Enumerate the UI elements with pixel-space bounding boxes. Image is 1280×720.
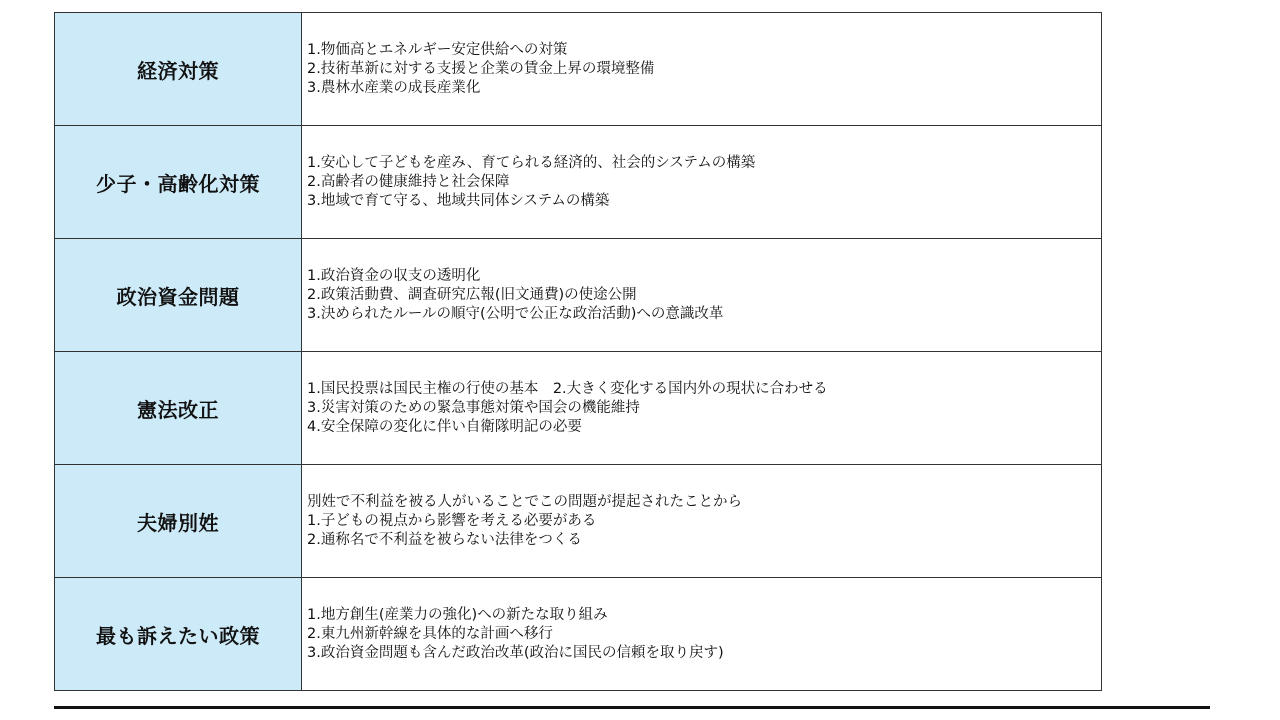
- policy-line: 1.子どもの視点から影響を考える必要がある: [307, 512, 597, 529]
- policy-content: [302, 126, 1102, 239]
- policy-label: 夫婦別姓: [55, 465, 302, 578]
- policy-label: 少子・高齢化対策: [55, 126, 302, 239]
- policy-line: 2.東九州新幹線を具体的な計画へ移行: [307, 625, 553, 642]
- policy-line: 2.政策活動費、調査研究広報(旧文通費)の使途公開: [307, 286, 637, 303]
- policy-label: 政治資金問題: [55, 239, 302, 352]
- policy-line: 別姓で不利益を被る人がいることでこの問題が提起されたことから: [307, 493, 742, 510]
- policy-content: [302, 578, 1102, 691]
- policy-line: 3.災害対策のための緊急事態対策や国会の機能維持: [307, 399, 640, 416]
- policy-content: [302, 239, 1102, 352]
- policy-line: 1.国民投票は国民主権の行使の基本 2.大きく変化する国内外の現状に合わせる: [307, 380, 828, 397]
- policy-line: 2.通称名で不利益を被らない法律をつくる: [307, 531, 582, 548]
- policy-row: [55, 352, 1102, 465]
- policy-line: 1.地方創生(産業力の強化)への新たな取り組み: [307, 606, 608, 623]
- policy-line: 3.農林水産業の成長産業化: [307, 79, 481, 96]
- policy-line: 2.高齢者の健康維持と社会保障: [307, 173, 510, 190]
- policy-row: [55, 465, 1102, 578]
- policy-line: 3.政治資金問題も含んだ政治改革(政治に国民の信頼を取り戻す): [307, 644, 724, 661]
- policy-line: 3.地域で育て守る、地域共同体システムの構築: [307, 192, 610, 209]
- policy-content: [302, 352, 1102, 465]
- policy-line: 1.政治資金の収支の透明化: [307, 267, 481, 284]
- policy-row: [55, 126, 1102, 239]
- footer-divider: [54, 706, 1210, 709]
- policy-label: 憲法改正: [55, 352, 302, 465]
- policy-row: [55, 13, 1102, 126]
- policy-content: [302, 465, 1102, 578]
- policy-line: 1.安心して子どもを産み、育てられる経済的、社会的システムの構築: [307, 154, 756, 171]
- policy-row: [55, 239, 1102, 352]
- policy-line: 2.技術革新に対する支援と企業の賃金上昇の環境整備: [307, 60, 655, 77]
- policy-table: [54, 12, 1102, 691]
- policy-label: 最も訴えたい政策: [55, 578, 302, 691]
- policy-line: 3.決められたルールの順守(公明で公正な政治活動)への意識改革: [307, 305, 724, 322]
- policy-line: 4.安全保障の変化に伴い自衛隊明記の必要: [307, 418, 582, 435]
- policy-row: [55, 578, 1102, 691]
- policy-line: 1.物価高とエネルギー安定供給への対策: [307, 41, 568, 58]
- policy-content: [302, 13, 1102, 126]
- policy-label: 経済対策: [55, 13, 302, 126]
